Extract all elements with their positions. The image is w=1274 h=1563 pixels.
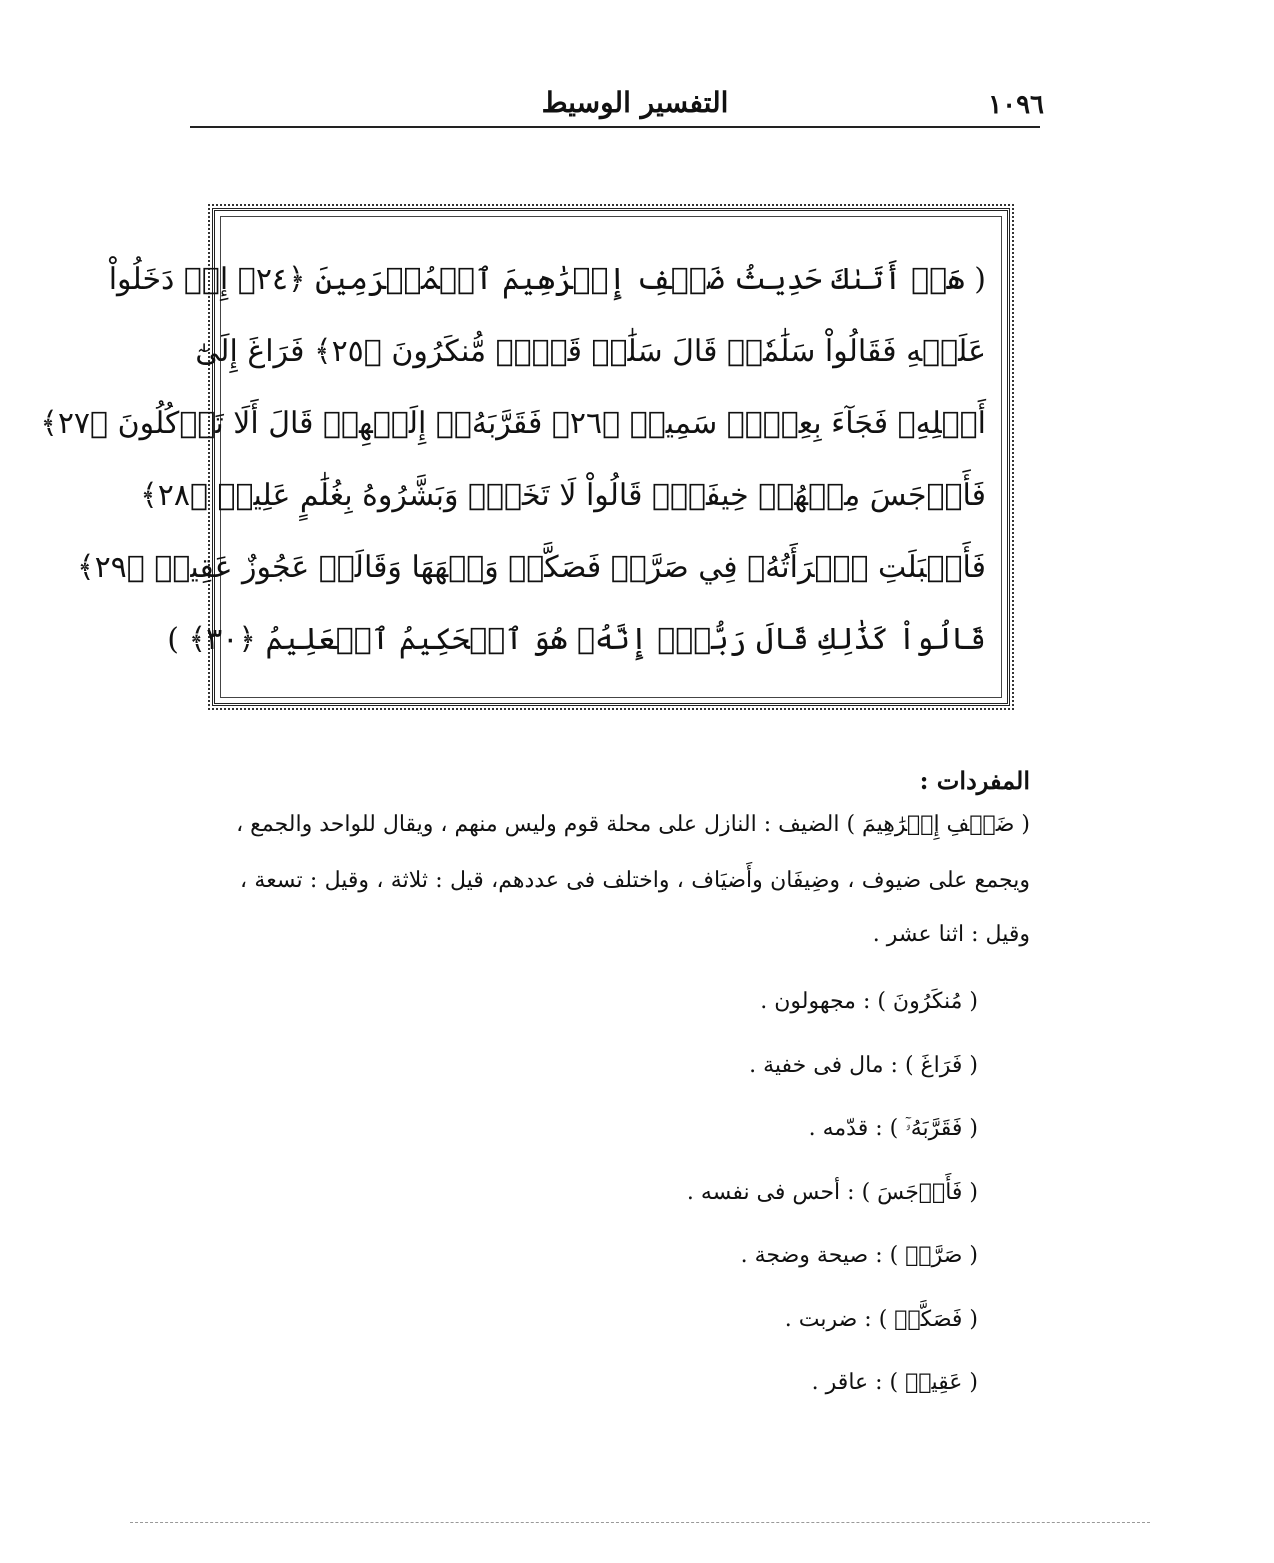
bottom-rule [130, 1522, 1150, 1523]
header-rule [190, 126, 1040, 128]
vocab-intro-line: وقيل : اثنا عشر . [872, 922, 1030, 947]
vocab-item: ( صَرَّةٖ ) : صيحة وضجة . [740, 1243, 978, 1268]
page-header-title: التفسير الوسيط [541, 86, 729, 119]
vocab-item: ( فَصَكَّتۡ ) : ضربت . [784, 1306, 978, 1332]
vocab-item: ( عَقِيمٞ ) : عاقر . [811, 1370, 978, 1395]
page-number: ١٠٩٦ [988, 90, 1044, 120]
verse-line: قَالُواْ كَذَٰلِكِ قَالَ رَبُّكِۖ إِنَّهُۥ هُوَ ٱلۡحَكِيمُ ٱلۡعَلِيمُ ﴿٣٠﴾ ) [167, 622, 986, 657]
verse-line: ( هَلۡ أَتَىٰكَ حَدِيثُ ضَيۡفِ إِبۡرَٰهِيمَ ٱلۡمُكۡرَمِينَ ﴿٢٤﴾ إِذۡ دَخَلُواْ [108, 262, 986, 297]
verse-frame [40, 208, 1010, 706]
verse-lines [40, 244, 986, 676]
verse-line: فَأَوۡجَسَ مِنۡهُمۡ خِيفَةٗۖ قَالُواْ لَا تَخَفۡۖ وَبَشَّرُوهُ بِغُلَٰمٍ عَلِيمٖ ﴿٢٨﴾ [140, 478, 986, 513]
vocab-heading: المفردات : [919, 766, 1030, 795]
vocab-intro-line: ويجمع على ضيوف ، وضِيفَان وأَضيَاف ، واختلف فى عددهم، قيل : ثلاثة ، وقيل : تسعة ، [240, 868, 1030, 893]
vocab-item: ( فَقَرَّبَهُۥٓ ) : قدّمه . [808, 1116, 978, 1141]
verse-line: أَهۡلِهِۦ فَجَآءَ بِعِجۡلٖ سَمِينٖ ﴿٢٦﴾ فَقَرَّبَهُۥٓ إِلَيۡهِمۡ قَالَ أَلَا تَأۡكُلُونَ ﴿٢٧﴾ [40, 406, 986, 441]
vocab-list [518, 982, 978, 1427]
vocab-item: ( مُنكَرُونَ ) : مجهولون . [760, 989, 978, 1014]
verse-line: عَلَيۡهِ فَقَالُواْ سَلَٰمٗاۖ قَالَ سَلَٰمٞ قَوۡمٞ مُّنكَرُونَ ﴿٢٥﴾ فَرَاغَ إِلَىٰٓ [195, 334, 986, 369]
vocab-item: ( فَرَاغَ ) : مال فى خفية . [749, 1052, 978, 1078]
vocab-intro-line: ( ضَيۡفِ إِبۡرَٰهِيمَ ) الضيف : النازل على محلة قوم وليس منهم ، ويقال للواحد والجمع ، [236, 812, 1030, 837]
verse-line: فَأَقۡبَلَتِ ٱمۡرَأَتُهُۥ فِي صَرَّةٖ فَصَكَّتۡ وَجۡهَهَا وَقَالَتۡ عَجُوزٌ عَقِيمٞ ﴿٢٩﴾ [76, 550, 986, 585]
vocab-item: ( فَأَوۡجَسَ ) : أحس فى نفسه . [686, 1179, 978, 1205]
